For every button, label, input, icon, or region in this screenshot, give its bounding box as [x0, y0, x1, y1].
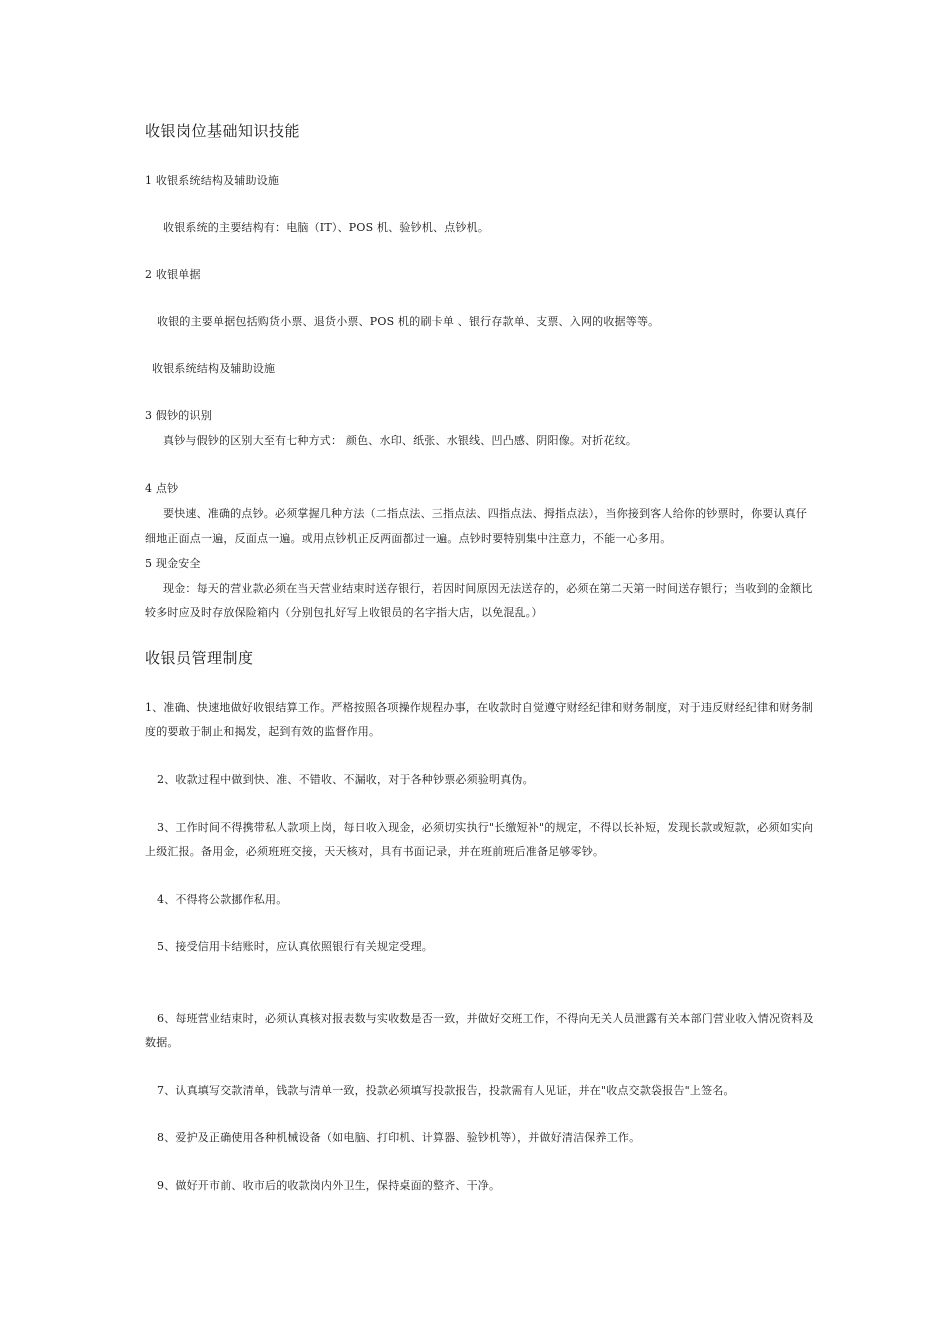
rule-6-line1: 6、每班营业结束时，必须认真核对报表数与实收数是否一致，并做好交班工作，不得向无关人员泄露有关本部门营业收入情况资料及	[157, 1012, 814, 1025]
rule-6-line2: 数据。	[145, 1036, 179, 1049]
rule-1-line1: 1、准确、快速地做好收银结算工作。严格按照各项操作规程办事，在收款时自觉遵守财经纪律和财务制度，对于违反财经纪律和财务制	[145, 701, 813, 714]
rule-1-line2: 度的要敢于制止和揭发，起到有效的监督作用。	[145, 725, 381, 738]
s5-paragraph-line1: 现金：每天的营业款必须在当天营业结束时送存银行，若因时间原因无法送存的，必须在第二天第一时间送存银行；当收到的金额比	[163, 582, 813, 595]
s4-paragraph-line2: 细地正面点一遍，反面点一遍。或用点钞机正反两面都过一遍。点钞时要特别集中注意力，不能一心多用。	[145, 532, 672, 545]
s4-heading: 4 点钞	[145, 482, 179, 495]
rule-9: 9、做好开市前、收市后的收款岗内外卫生，保持桌面的整齐、干净。	[157, 1179, 501, 1192]
s2-heading: 2 收银单据	[145, 268, 201, 281]
rule-5: 5、接受信用卡结账时，应认真依照银行有关规定受理。	[157, 940, 433, 953]
s5-paragraph-line2: 较多时应及时存放保险箱内（分别包扎好写上收银员的名字指大店，以免混乱。）	[145, 606, 543, 619]
s1-heading: 1 收银系统结构及辅助设施	[145, 174, 280, 187]
rule-2: 2、收款过程中做到快、准、不错收、不漏收，对于各种钞票必须验明真伪。	[157, 773, 534, 786]
rule-3-line1: 3、工作时间不得携带私人款项上岗，每日收入现金，必须切实执行"长缴短补"的规定，不得以长补短，发现长款或短款，必须如实向	[157, 821, 814, 834]
rule-8: 8、爱护及正确使用各种机械设备（如电脑、打印机、计算器、验钞机等），并做好清洁保养工作。	[157, 1131, 641, 1144]
rule-4: 4、不得将公款挪作私用。	[157, 893, 288, 906]
s2-paragraph: 收银的主要单据包括购货小票、退货小票、POS 机的刷卡单 、银行存款单、支票、入网的收据等等。	[157, 315, 660, 328]
s5-heading: 5 现金安全	[145, 557, 201, 570]
rule-7: 7、认真填写交款清单，钱款与清单一致，投款必须填写投款报告，投款需有人见证，并在"收点交款袋报告"上签名。	[157, 1084, 735, 1097]
section-title-skills: 收银岗位基础知识技能	[145, 122, 301, 140]
s3-paragraph: 真钞与假钞的区别大至有七种方式： 颜色、水印、纸张、水银线、凹凸感、阴阳像。对折花纹。	[163, 434, 638, 447]
s1-paragraph: 收银系统的主要结构有：电脑（IT）、POS 机、验钞机、点钞机。	[163, 221, 490, 234]
section-title-rules: 收银员管理制度	[145, 649, 254, 667]
s3-heading: 3 假钞的识别	[145, 409, 212, 422]
s4-paragraph-line1: 要快速、准确的点钞。必须掌握几种方法（二指点法、三指点法、四指点法、拇指点法），当你接到客人给你的钞票时，你要认真仔	[163, 507, 808, 520]
rule-3-line2: 上级汇报。备用金，必须班班交接，天天核对，具有书面记录，并在班前班后准备足够零钞。	[145, 845, 605, 858]
s2-extra-line: 收银系统结构及辅助设施	[152, 362, 276, 375]
